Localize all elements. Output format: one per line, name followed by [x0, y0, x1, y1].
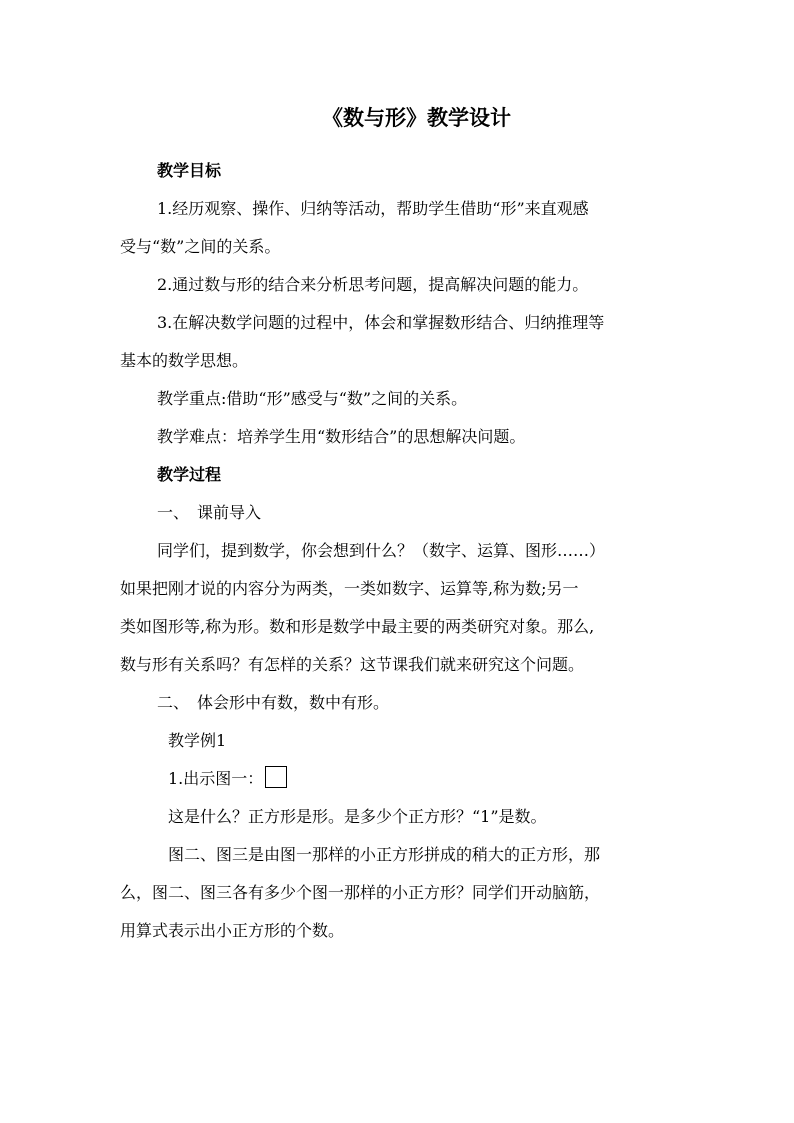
document-page: [120, 100, 685, 950]
objective-3-line-1: 3.在解决数学问题的过程中，体会和掌握数形结合、归纳推理等: [157, 313, 605, 332]
question-2-line-2: 么，图二、图三各有多少个图一那样的小正方形？同学们开动脑筋，: [120, 883, 601, 902]
objective-2: 2.通过数与形的结合来分析思考问题，提高解决问题的能力。: [157, 275, 589, 294]
unit-square-figure: [265, 766, 287, 788]
example-label: 教学例1: [168, 731, 227, 750]
part-1-heading: 一、 课前导入: [157, 503, 262, 522]
part-1-paragraph-line-4: 数与形有关系吗？有怎样的关系？这节课我们就来研究这个问题。: [120, 655, 585, 674]
objective-3-line-2: 基本的数学思想。: [120, 351, 249, 370]
question-2-line-1: 图二、图三是由图一那样的小正方形拼成的稍大的正方形，那: [168, 845, 601, 864]
show-figure-1: [120, 760, 685, 798]
question-2-line-3: 用算式表示出小正方形的个数。: [120, 921, 345, 940]
show-figure-1-text: 1.出示图一：: [168, 769, 264, 788]
part-1-paragraph-line-1: 同学们，提到数学，你会想到什么？（数字、运算、图形……）: [157, 541, 606, 560]
objective-1-line-1: 1.经历观察、操作、归纳等活动，帮助学生借助“形”来直观感: [157, 199, 589, 218]
document-title: 《数与形》教学设计: [322, 105, 511, 130]
part-1-paragraph-line-3: 类如图形等,称为形。数和形是数学中最主要的两类研究对象。那么,: [120, 617, 595, 636]
part-1-paragraph-line-2: 如果把刚才说的内容分为两类，一类如数字、运算等,称为数;另一: [120, 579, 579, 598]
difficulty: 教学难点：培养学生用“数形结合”的思想解决问题。: [157, 427, 526, 446]
key-point: 教学重点:借助“形”感受与“数”之间的关系。: [157, 389, 468, 408]
question-1: 这是什么？正方形是形。是多少个正方形？“1”是数。: [168, 807, 547, 826]
part-2-heading: 二、 体会形中有数，数中有形。: [157, 693, 390, 712]
objective-1-line-2: 受与“数”之间的关系。: [120, 237, 281, 256]
objectives-heading: 教学目标: [157, 161, 222, 180]
process-heading: 教学过程: [157, 465, 222, 484]
